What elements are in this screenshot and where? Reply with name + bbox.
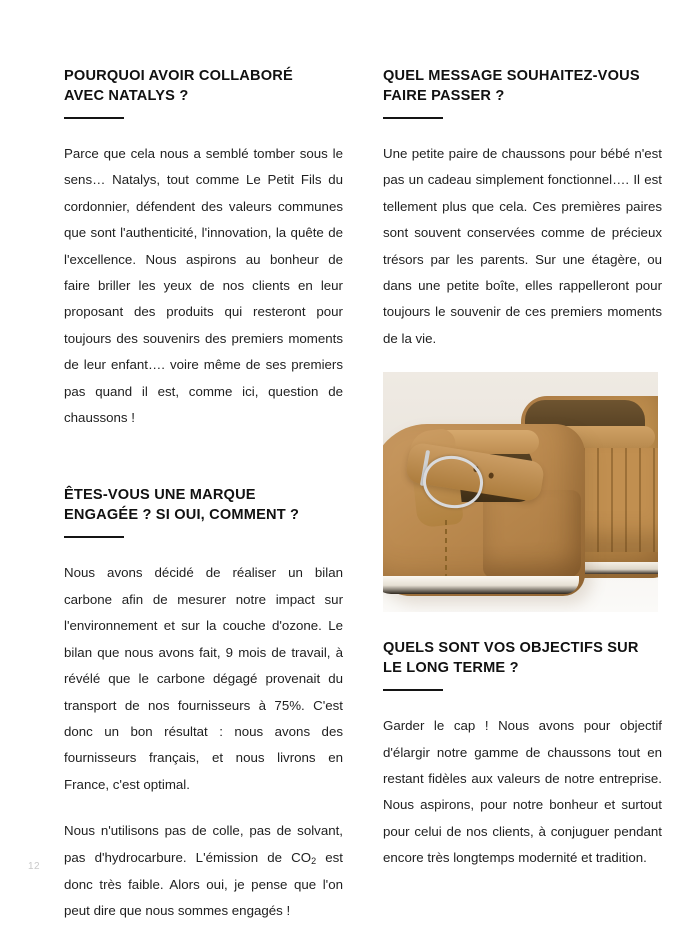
section-heading-quel-message	[383, 66, 662, 119]
left-column	[64, 66, 343, 919]
section-spacer	[64, 451, 343, 485]
strap-hole	[488, 472, 494, 479]
heading-underline-rule	[64, 536, 124, 538]
co2-text-part-1: Nous n'utilisons pas de colle, pas de solvant, pas d'hydrocarbure. L'émission de CO	[64, 823, 343, 865]
right-column	[383, 66, 662, 900]
heading-text	[64, 485, 343, 525]
heading-text	[64, 66, 343, 106]
shoe-front-fringe	[483, 490, 581, 578]
paragraph-emission-co2	[64, 818, 343, 925]
heading-underline-rule	[383, 689, 443, 691]
heading-line-2: ENGAGÉE ? SI OUI, COMMENT ?	[64, 507, 300, 524]
heading-line-2: AVEC NATALYS ?	[64, 88, 189, 104]
paragraph-collaboration: Parce que cela nous a semblé tomber sous le sens… Natalys, tout comme Le Petit Fils du cordonnier, défendent des valeurs communes que sont l'authenticité, l'innovation, la quête de l'excellence. Nous aspirons au bonheur de faire briller les yeux de nos clients en leur proposant des produits qui resteront pour toujours des souvenirs des premiers moments de leur enfant…. voire même de ses premiers pas quand il est, comme ici, question de chaussons !	[64, 146, 343, 426]
paragraph-objectifs: Garder le cap ! Nous avons pour objectif d'élargir notre gamme de chaussons tout en restant fidèles aux valeurs de notre entreprise. Nous aspirons, pour notre bonheur et surtout pour celui de nos clients, à conjuguer pendant encore très longtemps modernité et tradition.	[383, 718, 662, 866]
heading-line-2: FAIRE PASSER ?	[383, 88, 505, 104]
section-heading-marque-engagee	[64, 485, 343, 538]
section-heading-objectifs	[383, 638, 662, 691]
heading-line-1: ÊTES-VOUS UNE MARQUE	[64, 487, 256, 504]
page-number: 12	[28, 861, 41, 872]
heading-line-2: LE LONG TERME ?	[383, 660, 519, 677]
heading-line-1: QUELS SONT VOS OBJECTIFS SUR	[383, 640, 639, 657]
shoe-front	[383, 424, 585, 596]
co2-text-part-2: est donc très faible. Alors oui, je pense que l'on peut dire que nous sommes engagés !	[64, 849, 343, 919]
shoe-front-sole	[383, 576, 579, 594]
co2-subscript: 2	[311, 856, 317, 867]
heading-underline-rule	[383, 117, 443, 119]
shoe-front-seam	[445, 520, 447, 578]
paragraph-bilan-carbone: Nous avons décidé de réaliser un bilan carbone afin de mesurer notre impact sur l'environnement et sur la couche d'ozone. Le bilan que nous avons fait, 9 mois de travail, à révélé que le carbone dégagé provenait du transport de nos fournisseurs à 75%. C'est donc un bon résultat : nous avons des fournisseurs français, et nous livrons en France, c'est optimal.	[64, 565, 343, 792]
paragraph-message: Une petite paire de chaussons pour bébé n'est pas un cadeau simplement fonctionnel…. Il est tellement plus que cela. Ces premières paires sont souvent conservées comme de précieux trésors par les parents. Sur une étagère, ou dans une petite boîte, elles rappelleront pour toujours le souvenir de ces premiers moments de la vie.	[383, 146, 662, 346]
heading-underline-rule	[64, 117, 124, 119]
heading-text	[383, 638, 662, 678]
heading-line-1: POURQUOI AVOIR COLLABORÉ	[64, 68, 293, 84]
heading-line-1: QUEL MESSAGE SOUHAITEZ-VOUS	[383, 68, 640, 84]
baby-shoes-photo	[383, 372, 658, 612]
section-heading-pourquoi-collabore	[64, 66, 343, 119]
heading-text	[383, 66, 662, 106]
